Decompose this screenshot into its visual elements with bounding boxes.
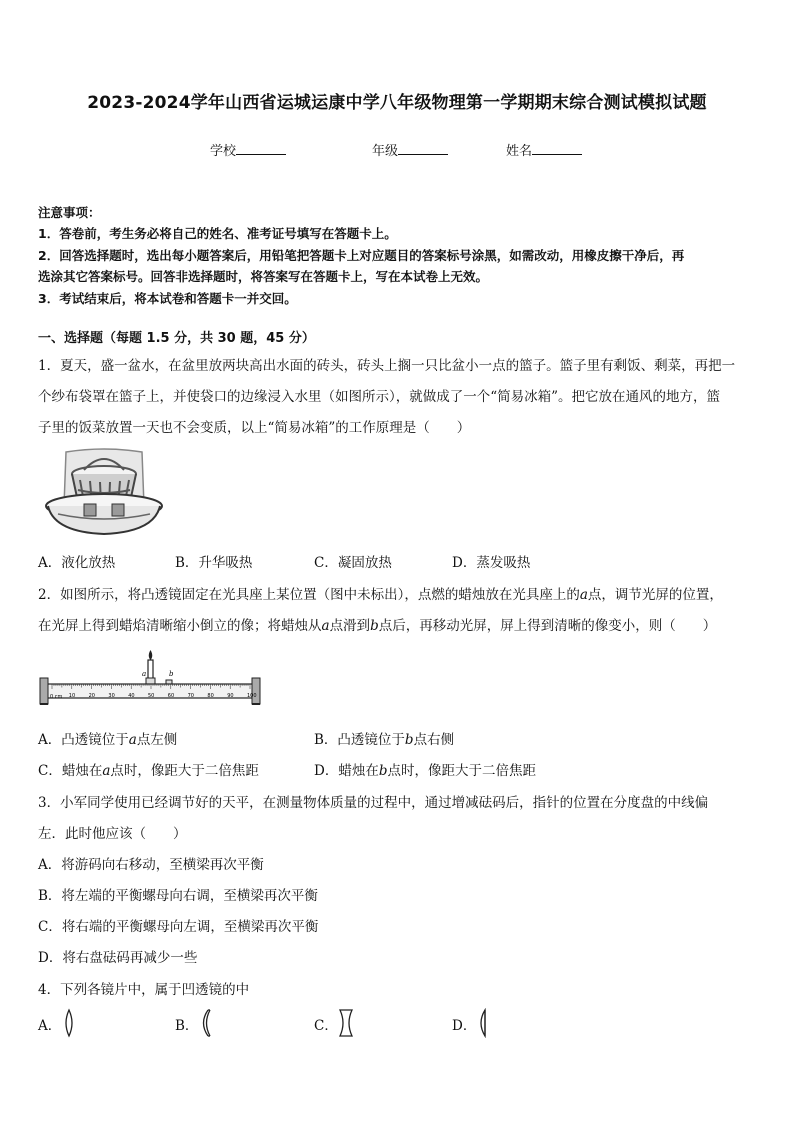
q2-option-d[interactable]: [314, 759, 536, 779]
page-title: 2023-2024学年山西省运城运康中学八年级物理第一学期期末综合测试模拟试题: [87, 93, 707, 113]
note-item: 选涂其它答案标号。回答非选择题时，将答案写在答题卡上，写在本试卷上无效。: [38, 269, 489, 284]
ruler-tick-label: 40: [128, 693, 135, 699]
q4-option-label: D．: [452, 1018, 477, 1034]
q2-option-text: B．凸透镜位于: [314, 732, 405, 748]
q2-text: 点滑到: [329, 618, 371, 634]
meniscus-lens-icon: [198, 1008, 212, 1038]
q3-option-b[interactable]: B．将左端的平衡螺母向右调，至横梁再次平衡: [38, 888, 318, 904]
q2-option-text: D．蜡烛在: [314, 763, 379, 779]
q3-option-a[interactable]: A．将游码向右移动，至横梁再次平衡: [38, 857, 264, 873]
ruler-tick-label: 90: [227, 693, 234, 699]
ruler-tick-label: 10: [68, 693, 76, 699]
note-item: 2．回答选择题时，选出每小题答案后，用铅笔把答题卡上对应题目的答案标号涂黑，如需改动，用橡皮擦干净后，再: [38, 248, 685, 263]
q2-option-text: A．凸透镜位于: [38, 732, 129, 748]
q2-var-b: b: [370, 618, 379, 634]
q2-option-b[interactable]: [314, 728, 454, 748]
q2-text: 在光屏上得到蜡焰清晰缩小倒立的像；将蜡烛从: [38, 618, 322, 634]
q1-option-b[interactable]: B．升华吸热: [175, 555, 253, 571]
fig-label-a: a: [142, 670, 147, 678]
q2-option-var: b: [378, 763, 388, 779]
q3-line: 左．此时他应该（ ）: [38, 826, 187, 842]
note-item: 1．答卷前，考生务必将自己的姓名、准考证号填写在答题卡上。: [38, 226, 397, 241]
notes-heading: 注意事项：: [38, 205, 101, 220]
q2-option-text: 点时，像距大于二倍焦距: [110, 763, 259, 779]
school-blank: [236, 142, 286, 155]
q1-figure-ice-box: [44, 444, 164, 540]
q1-line: 子里的饭菜放置一天也不会变质，以上“简易冰箱”的工作原理是（ ）: [38, 420, 471, 436]
name-field: [506, 140, 582, 159]
q4-option-c[interactable]: [314, 1014, 338, 1034]
grade-label: 年级: [372, 144, 399, 159]
q1-line: 1．夏天，盛一盆水，在盆里放两块高出水面的砖头，砖头上搁一只比盆小一点的篮子。篮子里有剩饭、剩菜，再把一: [38, 358, 736, 374]
q4-option-label: B．: [175, 1018, 199, 1034]
q2-line-1: [38, 583, 723, 603]
ruler-tick-label: 60: [167, 693, 175, 699]
q2-text: 2．如图所示，将凸透镜固定在光具座上某位置（图中未标出），点燃的蜡烛放在光具座上的: [38, 587, 580, 603]
biconcave-lens-icon: [338, 1008, 354, 1038]
q2-option-a[interactable]: [38, 728, 177, 748]
q2-text: 点后，再移动光屏，屏上得到清晰的像变小，则（ ）: [378, 618, 717, 634]
note-item: 3．考试结束后，将本试卷和答题卡一并交回。: [38, 291, 297, 306]
fig-label-b: b: [169, 670, 174, 678]
ruler-tick-label: 100: [247, 693, 257, 699]
q3-option-c[interactable]: C．将右端的平衡螺母向左调，至横梁再次平衡: [38, 919, 319, 935]
q1-option-d[interactable]: D．蒸发吸热: [452, 555, 531, 571]
q2-option-text: 点左侧: [136, 732, 178, 748]
q2-option-var: a: [102, 763, 111, 779]
ruler-tick-label: 20: [88, 693, 95, 699]
grade-field: [372, 140, 448, 159]
biconvex-lens-icon: [62, 1008, 76, 1038]
ruler-tick-label: 70: [187, 693, 194, 699]
q2-option-var: b: [404, 732, 414, 748]
q2-option-text: 点时，像距大于二倍焦距: [387, 763, 536, 779]
q3-line: 3．小军同学使用已经调节好的天平，在测量物体质量的过程中，通过增减砝码后，指针的位置在分度盘的中线偏: [38, 795, 709, 811]
q2-option-var: a: [128, 732, 137, 748]
q4-option-label: C．: [314, 1018, 338, 1034]
plano-convex-lens-icon: [476, 1008, 490, 1038]
flame-icon: [149, 650, 153, 660]
q2-var-a: a: [579, 587, 588, 603]
q2-figure-optical-bench: [38, 646, 264, 708]
q2-line-2: [38, 614, 716, 634]
q1-line: 个纱布袋罩在篮子上，并使袋口的边缘浸入水里（如图所示），就做成了一个“简易冰箱”。把它放在通风的地方，篮: [38, 389, 721, 405]
q1-option-a[interactable]: A．液化放热: [38, 555, 116, 571]
grade-blank: [398, 142, 448, 155]
ruler-tick-label: 30: [108, 693, 115, 699]
fig-unit: 0 cm: [50, 694, 63, 700]
section-heading: 一、选择题（每题 1.5 分，共 30 题，45 分）: [38, 331, 315, 346]
q2-option-text: C．蜡烛在: [38, 763, 103, 779]
q2-option-c[interactable]: [38, 759, 259, 779]
q2-text: 点，调节光屏的位置，: [587, 587, 723, 603]
name-blank: [532, 142, 582, 155]
school-field: [210, 140, 286, 159]
ruler-tick-label: 50: [148, 693, 155, 699]
q4-option-d[interactable]: [452, 1014, 476, 1034]
q4-option-label: A．: [38, 1018, 62, 1034]
q2-var-a: a: [321, 618, 330, 634]
q4-stem: 4．下列各镜片中，属于凹透镜的中: [38, 982, 250, 998]
q2-option-text: 点右侧: [413, 732, 455, 748]
q3-option-d[interactable]: D．将右盘砝码再减少一些: [38, 950, 198, 966]
school-label: 学校: [210, 144, 237, 159]
q4-option-b[interactable]: [175, 1014, 198, 1034]
name-label: 姓名: [506, 144, 533, 159]
q4-option-a[interactable]: [38, 1014, 61, 1034]
q1-option-c[interactable]: C．凝固放热: [314, 555, 392, 571]
ruler-tick-label: 80: [207, 693, 214, 699]
